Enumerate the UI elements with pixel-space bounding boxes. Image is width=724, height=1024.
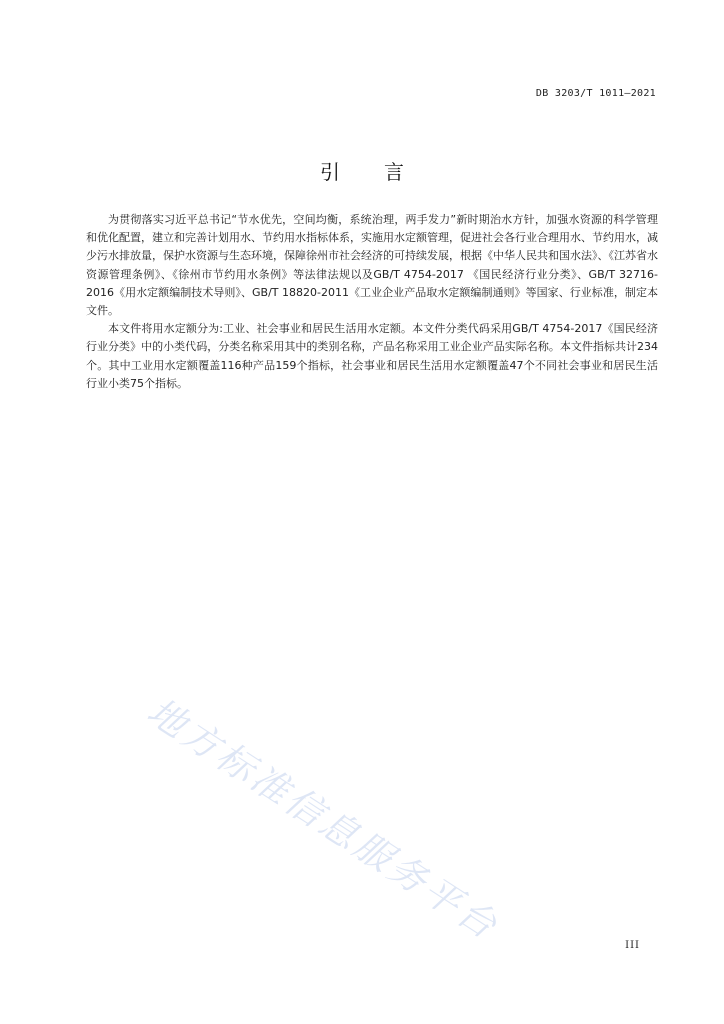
document-code: DB 3203/T 1011—2021 [535,88,656,99]
paragraph: 本文件将用水定额分为:工业、社会事业和居民生活用水定额。本文件分类代码采用GB/T 4754-2017《国民经济行业分类》中的小类代码，分类名称采用其中的类别名称，产品名称采用工业企业产品实际名称。本文件指标共计234个。其中工业用水定额覆盖116种产品159个指标，社会事业和居民生活用水定额覆盖47个不同社会事业和居民生活行业小类75个指标。 [86,322,658,390]
watermark: 地方标准信息服务平台 [139,689,507,949]
paragraph: 为贯彻落实习近平总书记“节水优先，空间均衡，系统治理，两手发力”新时期治水方针，加强水资源的科学管理和优化配置，建立和完善计划用水、节约用水指标体系，实施用水定额管理，促进社会各行业合理用水、节约用水，减少污水排放量，保护水资源与生态环境，保障徐州市社会经济的可持续发展，根据《中华人民共和国水法》、《江苏省水资源管理条例》、《徐州市节约用水条例》等法律法规以及GB/T 4754-2017 《国民经济行业分类》、GB/T 32716-2016《用水定额编制技术导则》、GB/T 18820-2011《工业企业产品取水定额编制通则》等国家、行业标准，制定本文件。 [86,213,658,318]
page-number: III [625,940,640,951]
introduction-body [86,211,658,393]
page-title: 引言 [320,160,448,184]
